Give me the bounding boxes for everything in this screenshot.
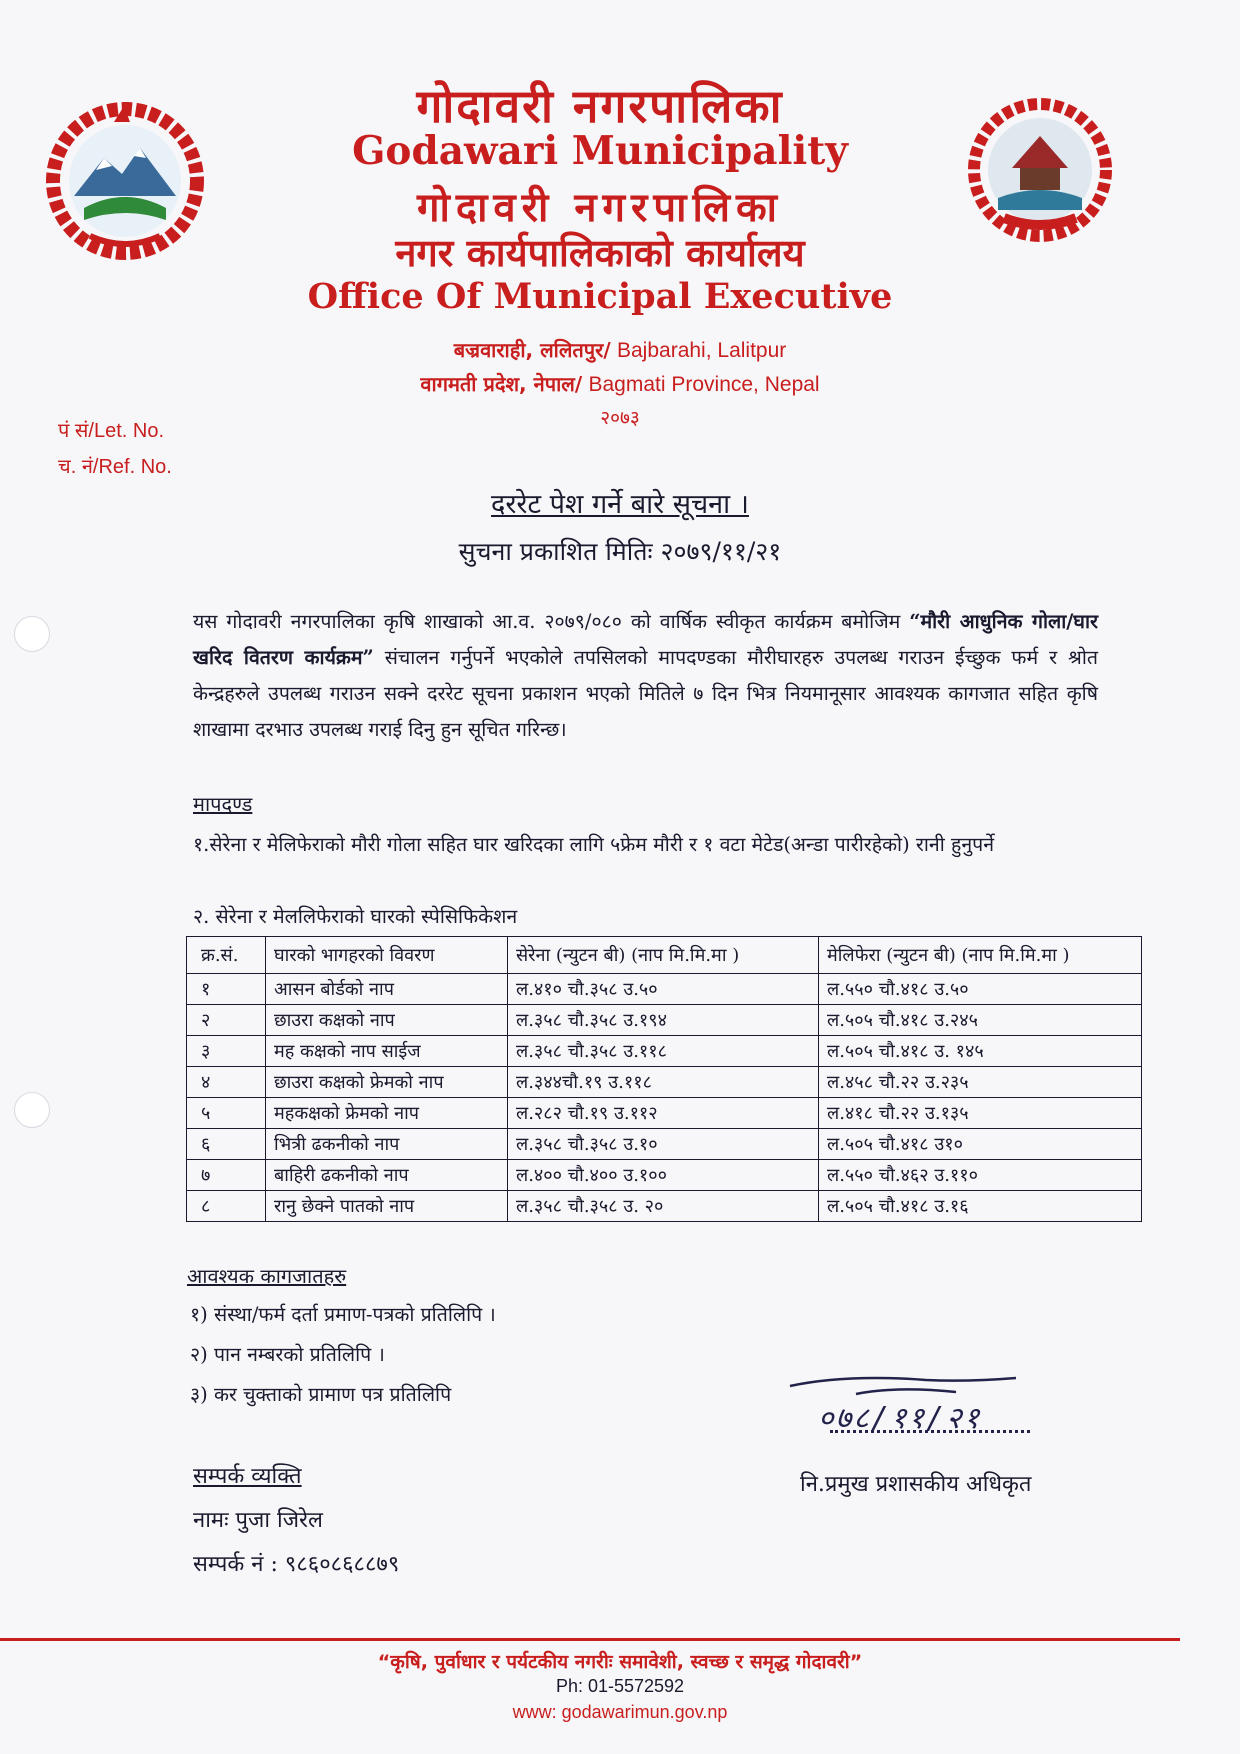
footer-website: www: godawarimun.gov.np [512,1702,728,1722]
footer-phone: Ph: 01-5572592 [555,1676,685,1696]
specification-table [186,936,1142,1222]
criteria-item-2: २. सेरेना र मेललिफेराको घारको स्पेसिफिकेशन [193,905,518,928]
address-line-1 [0,336,1240,363]
cell-mellifera: ल.५०५ चौ.४१८ उ१० [819,1129,1142,1160]
punch-hole [14,616,50,652]
signatory-title: नि.प्रमुख प्रशासकीय अधिकृत [800,1472,1032,1497]
table-row [187,1098,1142,1129]
cell-serial: २ [187,1005,266,1036]
notice-body-part-1: यस गोदावरी नगरपालिका कृषि शाखाको आ.व. २०७९/०८० को वार्षिक स्वीकृत कार्यक्रम बमोजिम [193,610,910,633]
cell-serena: ल.३५८ चौ.३५८ उ.१९४ [508,1005,819,1036]
cell-part: आसन बोर्डको नाप [266,974,508,1005]
document-item-2: २) पान नम्बरको प्रतिलिपि । [190,1343,385,1366]
office-name-nepali: नगर कार्यपालिकाको कार्यालय [395,231,805,275]
cell-mellifera: ल.५०५ चौ.४१८ उ.१६ [819,1191,1142,1222]
office-name-english: Office Of Municipal Executive [307,276,893,317]
cell-serial: ८ [187,1191,266,1222]
table-header-row [187,937,1142,974]
cell-serial: ६ [187,1129,266,1160]
column-header-serial: क्र.सं. [187,937,266,974]
table-row [187,1067,1142,1098]
municipality-name-english: Godawari Municipality [352,128,848,174]
municipality-name-newari: गोदावरी नगरपालिका [416,184,784,231]
address-1-english: Bajbarahi, Lalitpur [617,339,787,362]
address-2-english: Bagmati Province, Nepal [588,373,820,396]
column-header-serena: सेरेना (न्युटन बी) (नाप मि.मि.मा ) [508,937,819,974]
cell-mellifera: ल.५५० चौ.४१८ उ.५० [819,974,1142,1005]
cell-mellifera: ल.४५८ चौ.२२ उ.२३५ [819,1067,1142,1098]
cell-mellifera: ल.४१८ चौ.२२ उ.१३५ [819,1098,1142,1129]
cell-part: रानु छेक्ने पातको नाप [266,1191,508,1222]
cell-serena: ल.३५८ चौ.३५८ उ.१० [508,1129,819,1160]
cell-serial: ३ [187,1036,266,1067]
cell-mellifera: ल.५५० चौ.४६२ उ.११० [819,1160,1142,1191]
cell-mellifera: ल.५०५ चौ.४१८ उ.२४५ [819,1005,1142,1036]
address-1-nepali: बज्रवाराही, ललितपुर/ [453,338,611,362]
punch-hole [14,1092,50,1128]
notice-body-part-2: संचालन गर्नुपर्ने भएकोले तपसिलको मापदण्डका मौरीघारहरु उपलब्ध गराउन ईच्छुक फर्म र श्रोत केन्द्रहरुले उपलब्ध गराउन सक्ने दररेट सूचना प्रकाशन भएको मितिले ७ दिन भित्र नियमानूसार आवश्यक कागजात सहित कृषि शाखामा दरभाउ उपलब्ध गराई दिनु हुन सूचित गरिन्छ। [193,646,1098,741]
reference-number-label: च. नं/Ref. No. [58,456,172,478]
document-item-1: १) संस्था/फर्म दर्ता प्रमाण-पत्रको प्रतिलिपि । [190,1303,496,1326]
column-header-part: घारको भागहरको विवरण [266,937,508,974]
cell-serial: १ [187,974,266,1005]
notice-body [193,604,1098,748]
criteria-heading: मापदण्ड [193,792,253,816]
cell-mellifera: ल.५०५ चौ.४१८ उ. १४५ [819,1036,1142,1067]
established-year: २०७३ [600,407,640,429]
address-line-2 [0,370,1240,397]
cell-serena: ल.३४४चौ.१९ उ.११८ [508,1067,819,1098]
cell-serena: ल.२८२ चौ.१९ उ.११२ [508,1098,819,1129]
cell-part: बाहिरी ढकनीको नाप [266,1160,508,1191]
footer-divider [0,1638,1180,1641]
table-row [187,1005,1142,1036]
table-row [187,974,1142,1005]
table-row [187,1191,1142,1222]
program-name: “मौरी आधुनिक गोला/घार खरिद वितरण कार्यक्रम” [193,610,1098,669]
cell-part: मह कक्षको नाप साईज [266,1036,508,1067]
cell-serena: ल.३५८ चौ.३५८ उ. २० [508,1191,819,1222]
table-row [187,1160,1142,1191]
cell-serial: ५ [187,1098,266,1129]
cell-serial: ४ [187,1067,266,1098]
footer-slogan: “कृषि, पुर्वाधार र पर्यटकीय नगरीः समावेशी, स्वच्छ र समृद्ध गोदावरी” [377,1651,863,1673]
documents-heading: आवश्यक कागजातहरु [187,1264,347,1288]
cell-serena: ल.३५८ चौ.३५८ उ.११८ [508,1036,819,1067]
municipality-name-nepali: गोदावरी नगरपालिका [416,79,784,133]
signature-date: ०७८/११/२१ [818,1401,982,1436]
cell-serena: ल.४०० चौ.४०० उ.१०० [508,1160,819,1191]
address-2-nepali: वागमती प्रदेश, नेपाल/ [420,372,583,396]
cell-part: महकक्षको फ्रेमको नाप [266,1098,508,1129]
published-date: सुचना प्रकाशित मितिः २०७९/११/२१ [458,537,782,566]
signature-line [830,1430,1030,1433]
letter-number-label: पं सं/Let. No. [58,420,165,442]
cell-part: छाउरा कक्षको फ्रेमको नाप [266,1067,508,1098]
notice-title: दररेट पेश गर्ने बारे सूचना । [491,489,749,520]
contact-heading: सम्पर्क व्यक्ति [193,1464,302,1489]
criteria-item-1: १.सेरेना र मेलिफेराको मौरी गोला सहित घार खरिदका लागि ५फ्रेम मौरी र १ वटा मेटेड(अन्डा पारीरहेको) रानी हुनुपर्ने [193,833,995,856]
table-row [187,1036,1142,1067]
cell-part: छाउरा कक्षको नाप [266,1005,508,1036]
table-row [187,1129,1142,1160]
cell-serial: ७ [187,1160,266,1191]
contact-phone: सम्पर्क नं : ९८६०८६८८७९ [193,1552,400,1577]
cell-serena: ल.४१० चौ.३५८ उ.५० [508,974,819,1005]
cell-part: भित्री ढकनीको नाप [266,1129,508,1160]
column-header-mellifera: मेलिफेरा (न्युटन बी) (नाप मि.मि.मा ) [819,937,1142,974]
document-item-3: ३) कर चुक्ताको प्रामाण पत्र प्रतिलिपि [190,1383,452,1406]
contact-name: नामः पुजा जिरेल [193,1508,323,1533]
